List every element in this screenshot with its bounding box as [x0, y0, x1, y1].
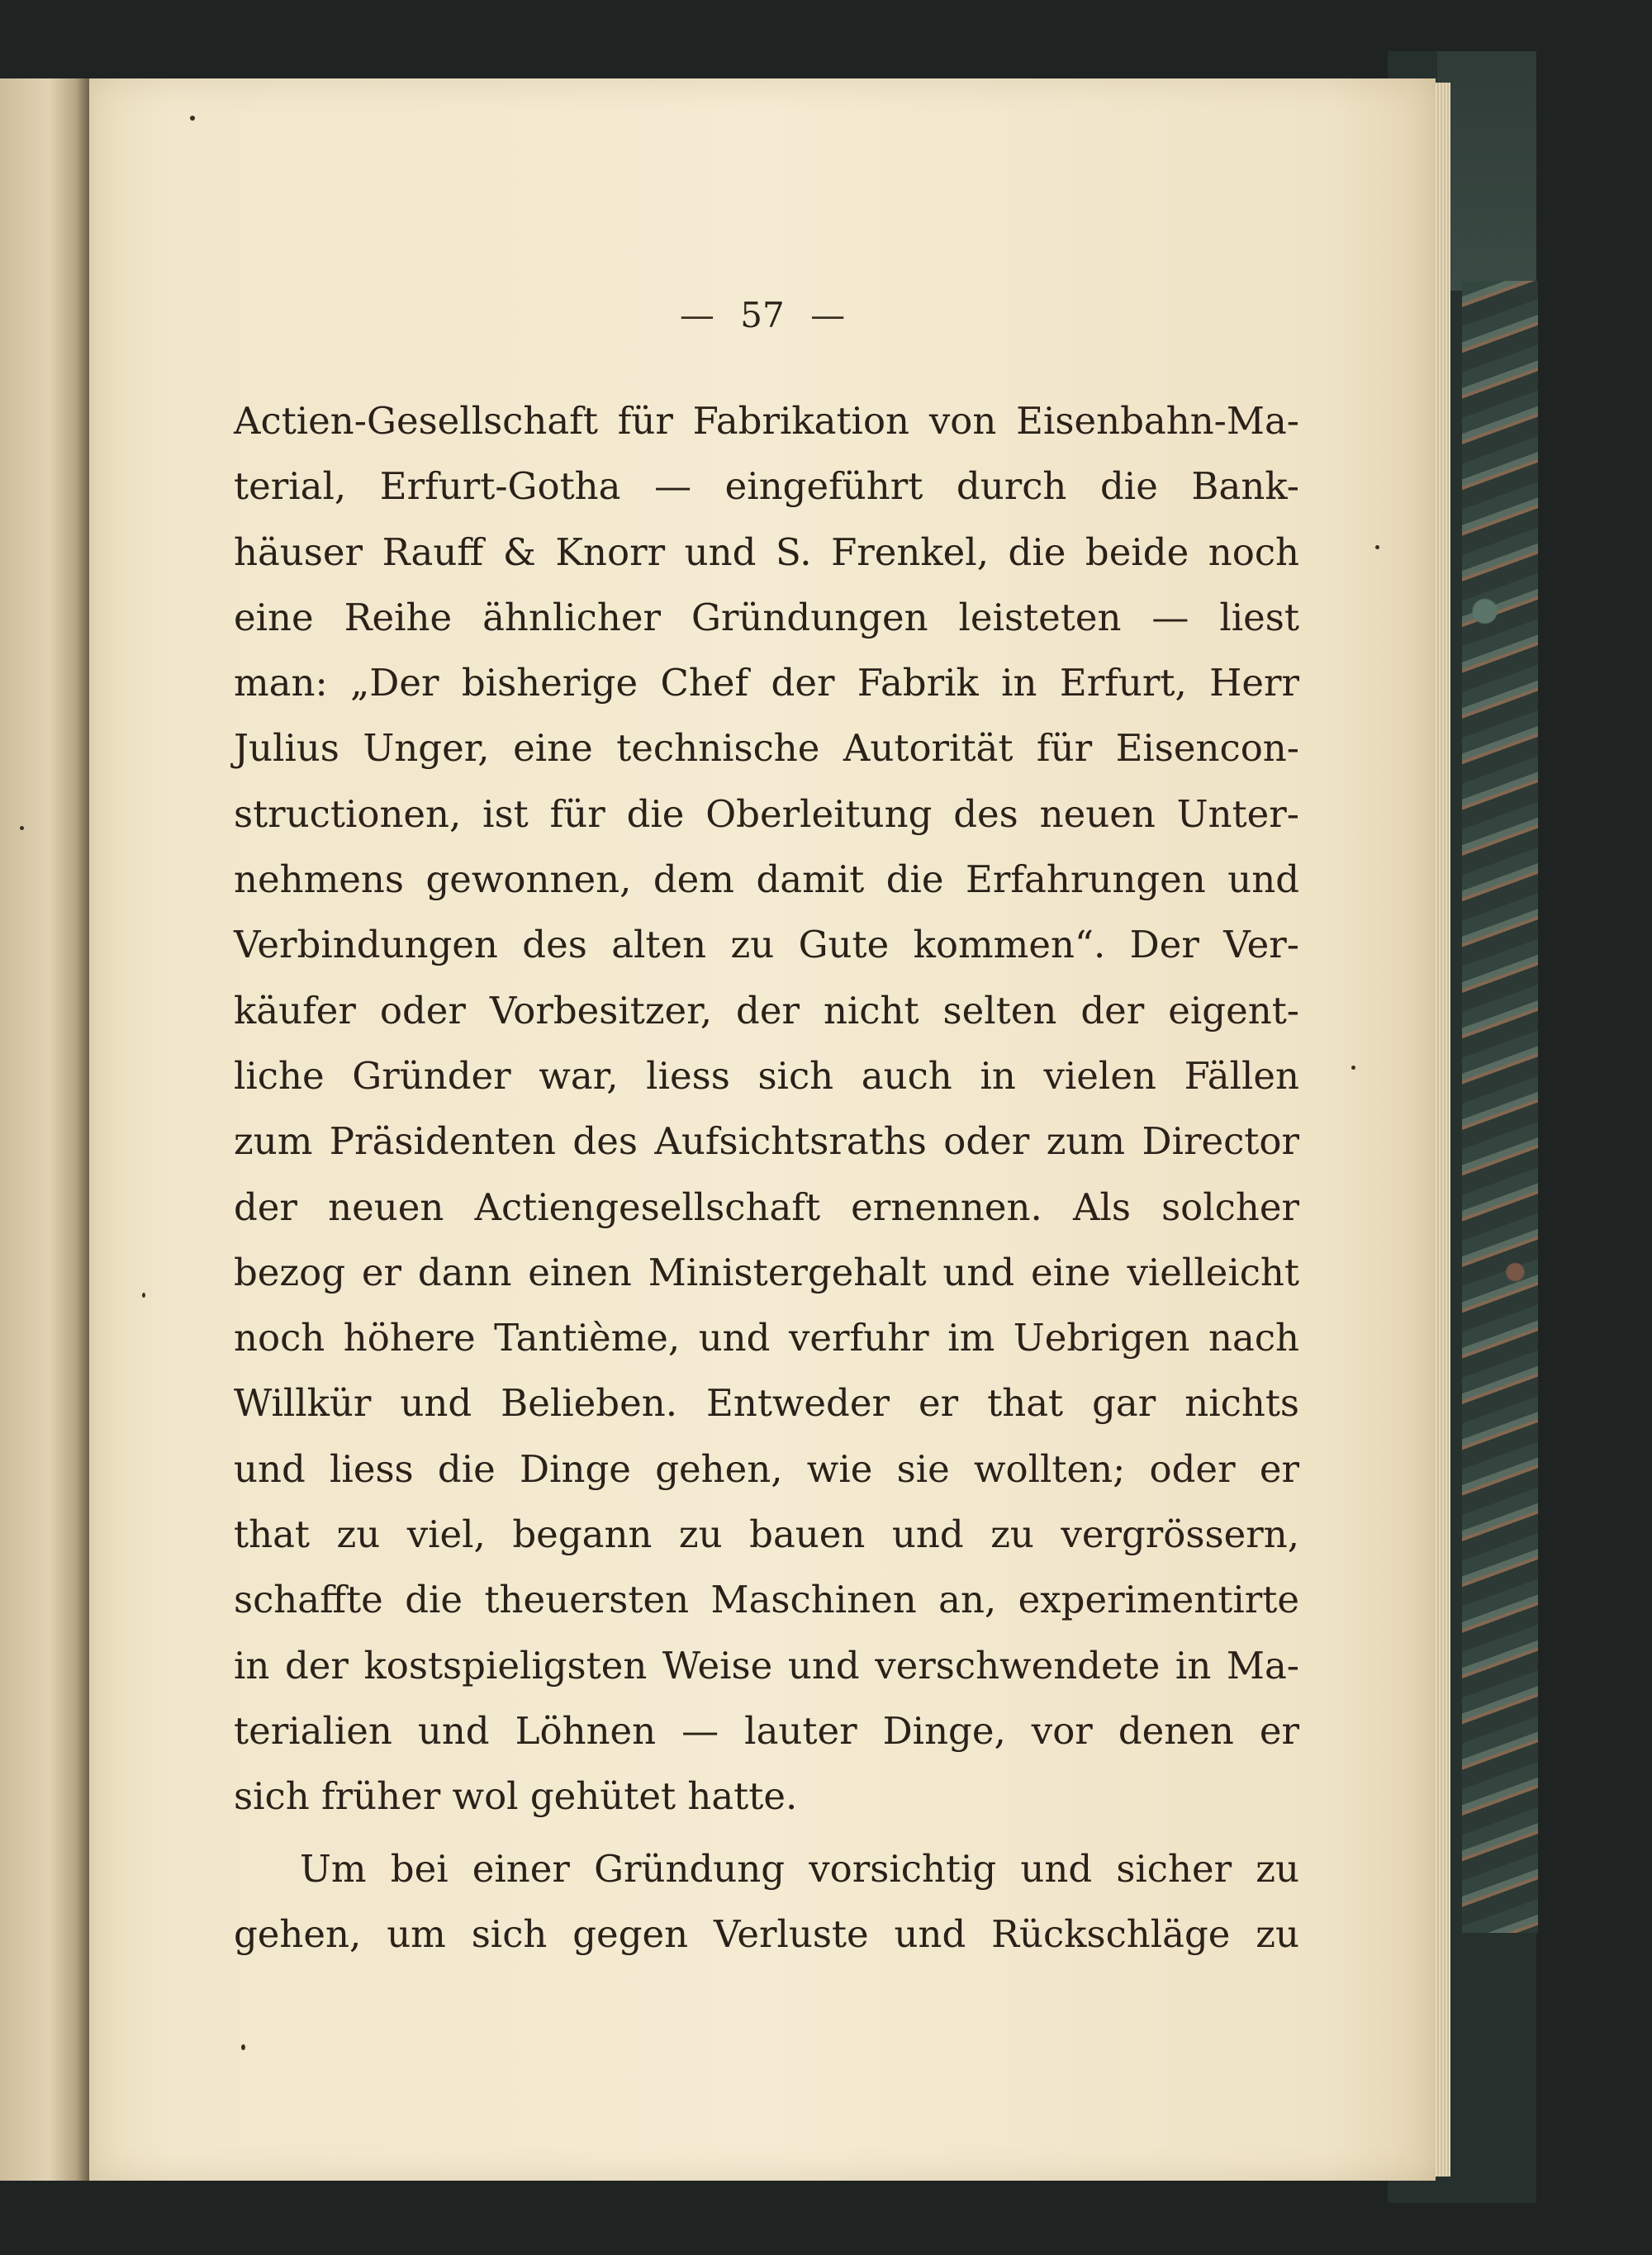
folio-dash-right: —: [810, 295, 846, 335]
text-line: gehen, um sich gegen Verluste und Rückschläge zu: [234, 1911, 1299, 1956]
text-line: Actien-Gesellschaft für Fabrikation von Eisenbahn-Ma-: [234, 399, 1299, 443]
paragraph-2: [234, 1836, 1299, 1968]
text-line: structionen, ist für die Oberleitung des neuen Unter-: [234, 791, 1299, 836]
page-header: [89, 295, 1436, 335]
text-line: zum Präsidenten des Aufsichtsraths oder zum Director: [234, 1119, 1299, 1164]
text-line: terial, Erfurt-Gotha — eingeführt durch die Bank-: [234, 464, 1299, 509]
paper-speck: [190, 116, 195, 121]
page-stack-edge: [1436, 83, 1450, 2177]
marbled-endpaper: [1462, 281, 1538, 1933]
text-line: der neuen Actiengesellschaft ernennen. Als solcher: [234, 1184, 1299, 1229]
text-line: sich früher wol gehütet hatte.: [234, 1774, 798, 1819]
paper-speck: [1351, 1066, 1355, 1070]
text-line: man: „Der bisherige Chef der Fabrik in Erfurt, Herr: [234, 661, 1299, 705]
book-page: [89, 78, 1436, 2181]
text-line: eine Reihe ähnlicher Gründungen leisteten — liest: [234, 595, 1299, 639]
text-line: nehmens gewonnen, dem damit die Erfahrungen und: [234, 857, 1299, 902]
text-line: Willkür und Belieben. Entweder er that gar nichts: [234, 1381, 1299, 1426]
page-number: 57: [740, 295, 785, 335]
paper-speck: [142, 1293, 145, 1298]
text-line: Um bei einer Gründung vorsichtig und sicher zu: [300, 1846, 1299, 1891]
text-line: schaffte die theuersten Maschinen an, experimentirte: [234, 1578, 1299, 1622]
text-line: Julius Unger, eine technische Autorität für Eisencon-: [234, 726, 1299, 771]
body-text: [234, 388, 1299, 1967]
text-line: Verbindungen des alten zu Gute kommen“. Der Ver-: [234, 923, 1299, 967]
text-line: terialien und Löhnen — lauter Dinge, vor denen er: [234, 1708, 1299, 1753]
paper-speck: [1375, 545, 1379, 549]
cover-board: [1437, 51, 1536, 291]
text-line: bezog er dann einen Ministergehalt und eine vielleicht: [234, 1250, 1299, 1294]
text-line: und liess die Dinge gehen, wie sie wollten; oder er: [234, 1446, 1299, 1491]
folio-dash-left: —: [679, 295, 714, 335]
paper-speck: [20, 826, 24, 830]
text-line: that zu viel, begann zu bauen und zu vergrössern,: [234, 1512, 1299, 1557]
text-line: in der kostspieligsten Weise und verschwendete in Ma-: [234, 1643, 1299, 1688]
facing-page-edge: [0, 78, 89, 2181]
text-line: liche Gründer war, liess sich auch in vielen Fällen: [234, 1053, 1299, 1098]
paragraph-1: [234, 388, 1299, 1830]
text-line: noch höhere Tantième, und verfuhr im Uebrigen nach: [234, 1316, 1299, 1360]
text-line: häuser Rauff & Knorr und S. Frenkel, die beide noch: [234, 529, 1299, 574]
paragraph-gap: [234, 1830, 1299, 1836]
paper-speck: [241, 2044, 245, 2050]
text-line: käufer oder Vorbesitzer, der nicht selten der eigent-: [234, 988, 1299, 1033]
